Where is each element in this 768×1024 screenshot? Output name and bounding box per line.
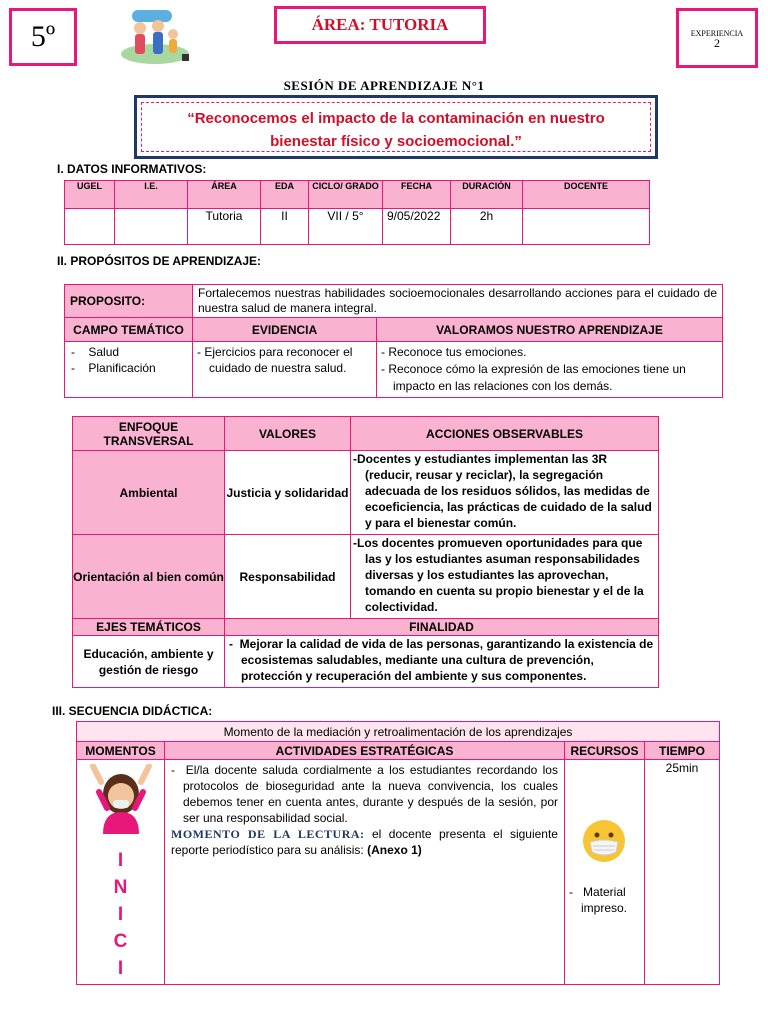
session-quote-line1: “Reconocemos el impacto de la contaminación en nuestro <box>187 110 605 127</box>
experience-label: EXPERIENCIA <box>690 29 744 38</box>
datos-docente <box>523 209 650 245</box>
tiempo-col-header: TIEMPO <box>645 742 720 760</box>
lectura-paragraph <box>171 826 558 858</box>
actividades-col-header: ACTIVIDADES ESTRATÉGICAS <box>165 742 565 760</box>
session-quote-line2: bienestar físico y socioemocional.” <box>270 133 522 150</box>
acciones-ambiental-text: Docentes y estudiantes implementan las 3R (reducir, reusar y reciclar), la segregación adecuada de los residuos sólidos, las medidas de ecoeficiencia, las prácticas de cuidado de la salud y para el bienestar común. <box>357 452 652 530</box>
acciones-ambiental: -Docentes y estudiantes implementan las 3R (reducir, reusar y reciclar), la segregación adecuada de los residuos sólidos, las medidas de ecoeficiencia, las prácticas de cuidado de la salud y para el bienestar común. <box>351 451 659 535</box>
lectura-label: MOMENTO DE LA LECTURA: <box>171 827 365 841</box>
momentos-col-header: MOMENTOS <box>77 742 165 760</box>
datos-area: Tutoria <box>188 209 261 245</box>
activity-item: - El/la docente saluda cordialmente a los estudiantes recordando los protocolos de bioseguridad ante la nueva convivencia, los cuales debemos tener en cuenta antes, durante y después de la sesión, por ser una responsabilidad social. <box>171 763 558 825</box>
enfoque-ambiental: Ambiental <box>73 451 225 535</box>
section3-heading: III. SECUENCIA DIDÁCTICA: <box>52 704 213 718</box>
datos-col-area: ÁREA <box>188 181 261 209</box>
grade-box <box>9 8 77 66</box>
section1-heading: I. DATOS INFORMATIVOS: <box>57 162 207 176</box>
finalidad-text: Mejorar la calidad de vida de las personas, garantizando la existencia de ecosistemas saludables, mediante una cultura de prevención, protección y recuperación del ambiente y sus componentes. <box>239 637 654 683</box>
evidencia-cell <box>193 342 377 398</box>
acciones-col-header: ACCIONES OBSERVABLES <box>351 417 659 451</box>
valoramos-col-header: VALORAMOS NUESTRO APRENDIZAJE <box>377 318 723 342</box>
evidencia-col-header: EVIDENCIA <box>193 318 377 342</box>
moment-letter: I <box>117 958 124 979</box>
tiempo-cell: 25min <box>645 760 720 985</box>
valores-bien-comun: Responsabilidad <box>225 535 351 619</box>
recurso-item: - Material impreso. <box>569 885 628 915</box>
moment-letter: I <box>117 904 124 925</box>
datos-col-ciclo: CICLO/ GRADO <box>309 181 383 209</box>
datos-col-ugel: UGEL <box>65 181 115 209</box>
campo-item: - Planificación <box>71 361 156 375</box>
datos-ugel <box>65 209 115 245</box>
acciones-bien-comun: -Los docentes promueven oportunidades para que las y los estudiantes asuman responsabilidades diversas y los estudiantes las aprovechan, tomando en cuenta su propio bienestar y el de la colectividad. <box>351 535 659 619</box>
session-title: SESIÓN DE APRENDIZAJE N°1 <box>283 78 485 93</box>
campo-cell <box>65 342 193 398</box>
datos-col-duracion: DURACIÓN <box>451 181 523 209</box>
enfoque-col-header: ENFOQUE TRANSVERSAL <box>73 417 225 451</box>
valores-ambiental: Justicia y solidaridad <box>225 451 351 535</box>
datos-col-ie: I.E. <box>115 181 188 209</box>
evidencia-item: - Ejercicios para reconocer el cuidado de nuestra salud. <box>197 345 353 375</box>
datos-fecha: 9/05/2022 <box>383 209 451 245</box>
datos-duracion: 2h <box>451 209 523 245</box>
valoramos-cell <box>377 342 723 398</box>
enfoque-bien-comun: Orientación al bien común <box>73 535 225 619</box>
enfoque-table <box>72 416 659 688</box>
momento-inicio-cell <box>77 760 165 985</box>
recursos-col-header: RECURSOS <box>565 742 645 760</box>
datos-col-eda: EDA <box>261 181 309 209</box>
eje-tematico: Educación, ambiente y gestión de riesgo <box>73 636 225 688</box>
datos-eda: II <box>261 209 309 245</box>
datos-col-fecha: FECHA <box>383 181 451 209</box>
lectura-annex: (Anexo 1) <box>367 843 422 857</box>
datos-ciclo: VII / 5° <box>309 209 383 245</box>
section2-heading: II. PROPÓSITOS DE APRENDIZAJE: <box>57 254 262 268</box>
datos-table <box>64 180 650 245</box>
lectura-text: el docente presenta el siguiente reporte periodístico para su análisis: <box>171 827 558 857</box>
mediacion-banner: Momento de la mediación y retroalimentación de los aprendizajes <box>77 722 720 742</box>
valoramos-item: - Reconoce tus emociones. <box>381 345 527 359</box>
propositos-table <box>64 284 723 398</box>
campo-item: - Salud <box>71 345 120 359</box>
moment-letter: N <box>113 877 128 898</box>
valores-col-header: VALORES <box>225 417 351 451</box>
grade-label: 5º <box>30 20 56 53</box>
moment-letter: C <box>113 931 128 952</box>
moment-letter: I <box>117 850 124 871</box>
area-title-box <box>274 6 486 44</box>
experience-box <box>676 8 758 68</box>
actividades-cell <box>165 760 565 985</box>
acciones-bien-comun-text: Los docentes promueven oportunidades para que las y los estudiantes asuman responsabilidades diversas y los estudiantes las aprovechan, tomando en cuenta su propio bienestar y el de la colectividad. <box>357 536 644 614</box>
mask-emoji-icon <box>581 818 627 864</box>
recursos-cell <box>565 760 645 985</box>
area-title: ÁREA: TUTORIA <box>311 15 449 34</box>
teacher-avatar-icon <box>89 764 153 834</box>
finalidad-cell: - Mejorar la calidad de vida de las personas, garantizando la existencia de ecosistemas saludables, mediante una cultura de prevención, protección y recuperación del ambiente y sus componentes. <box>225 636 659 688</box>
family-logo-image <box>118 4 192 66</box>
valoramos-item: - Reconoce cómo la expresión de las emociones tiene un impacto en las relaciones con los demás. <box>381 362 686 393</box>
experience-number: 2 <box>714 36 720 50</box>
secuencia-table <box>76 721 720 985</box>
finalidad-col-header: FINALIDAD <box>225 619 659 636</box>
ejes-col-header: EJES TEMÁTICOS <box>73 619 225 636</box>
datos-col-docente: DOCENTE <box>523 181 650 209</box>
proposito-text: Fortalecemos nuestras habilidades socioemocionales desarrollando acciones para el cuidado de nuestra salud de manera integral. <box>193 285 723 318</box>
proposito-label: PROPOSITO: <box>65 285 193 318</box>
session-quote-box <box>134 95 658 159</box>
datos-ie <box>115 209 188 245</box>
campo-col-header: CAMPO TEMÁTICO <box>65 318 193 342</box>
